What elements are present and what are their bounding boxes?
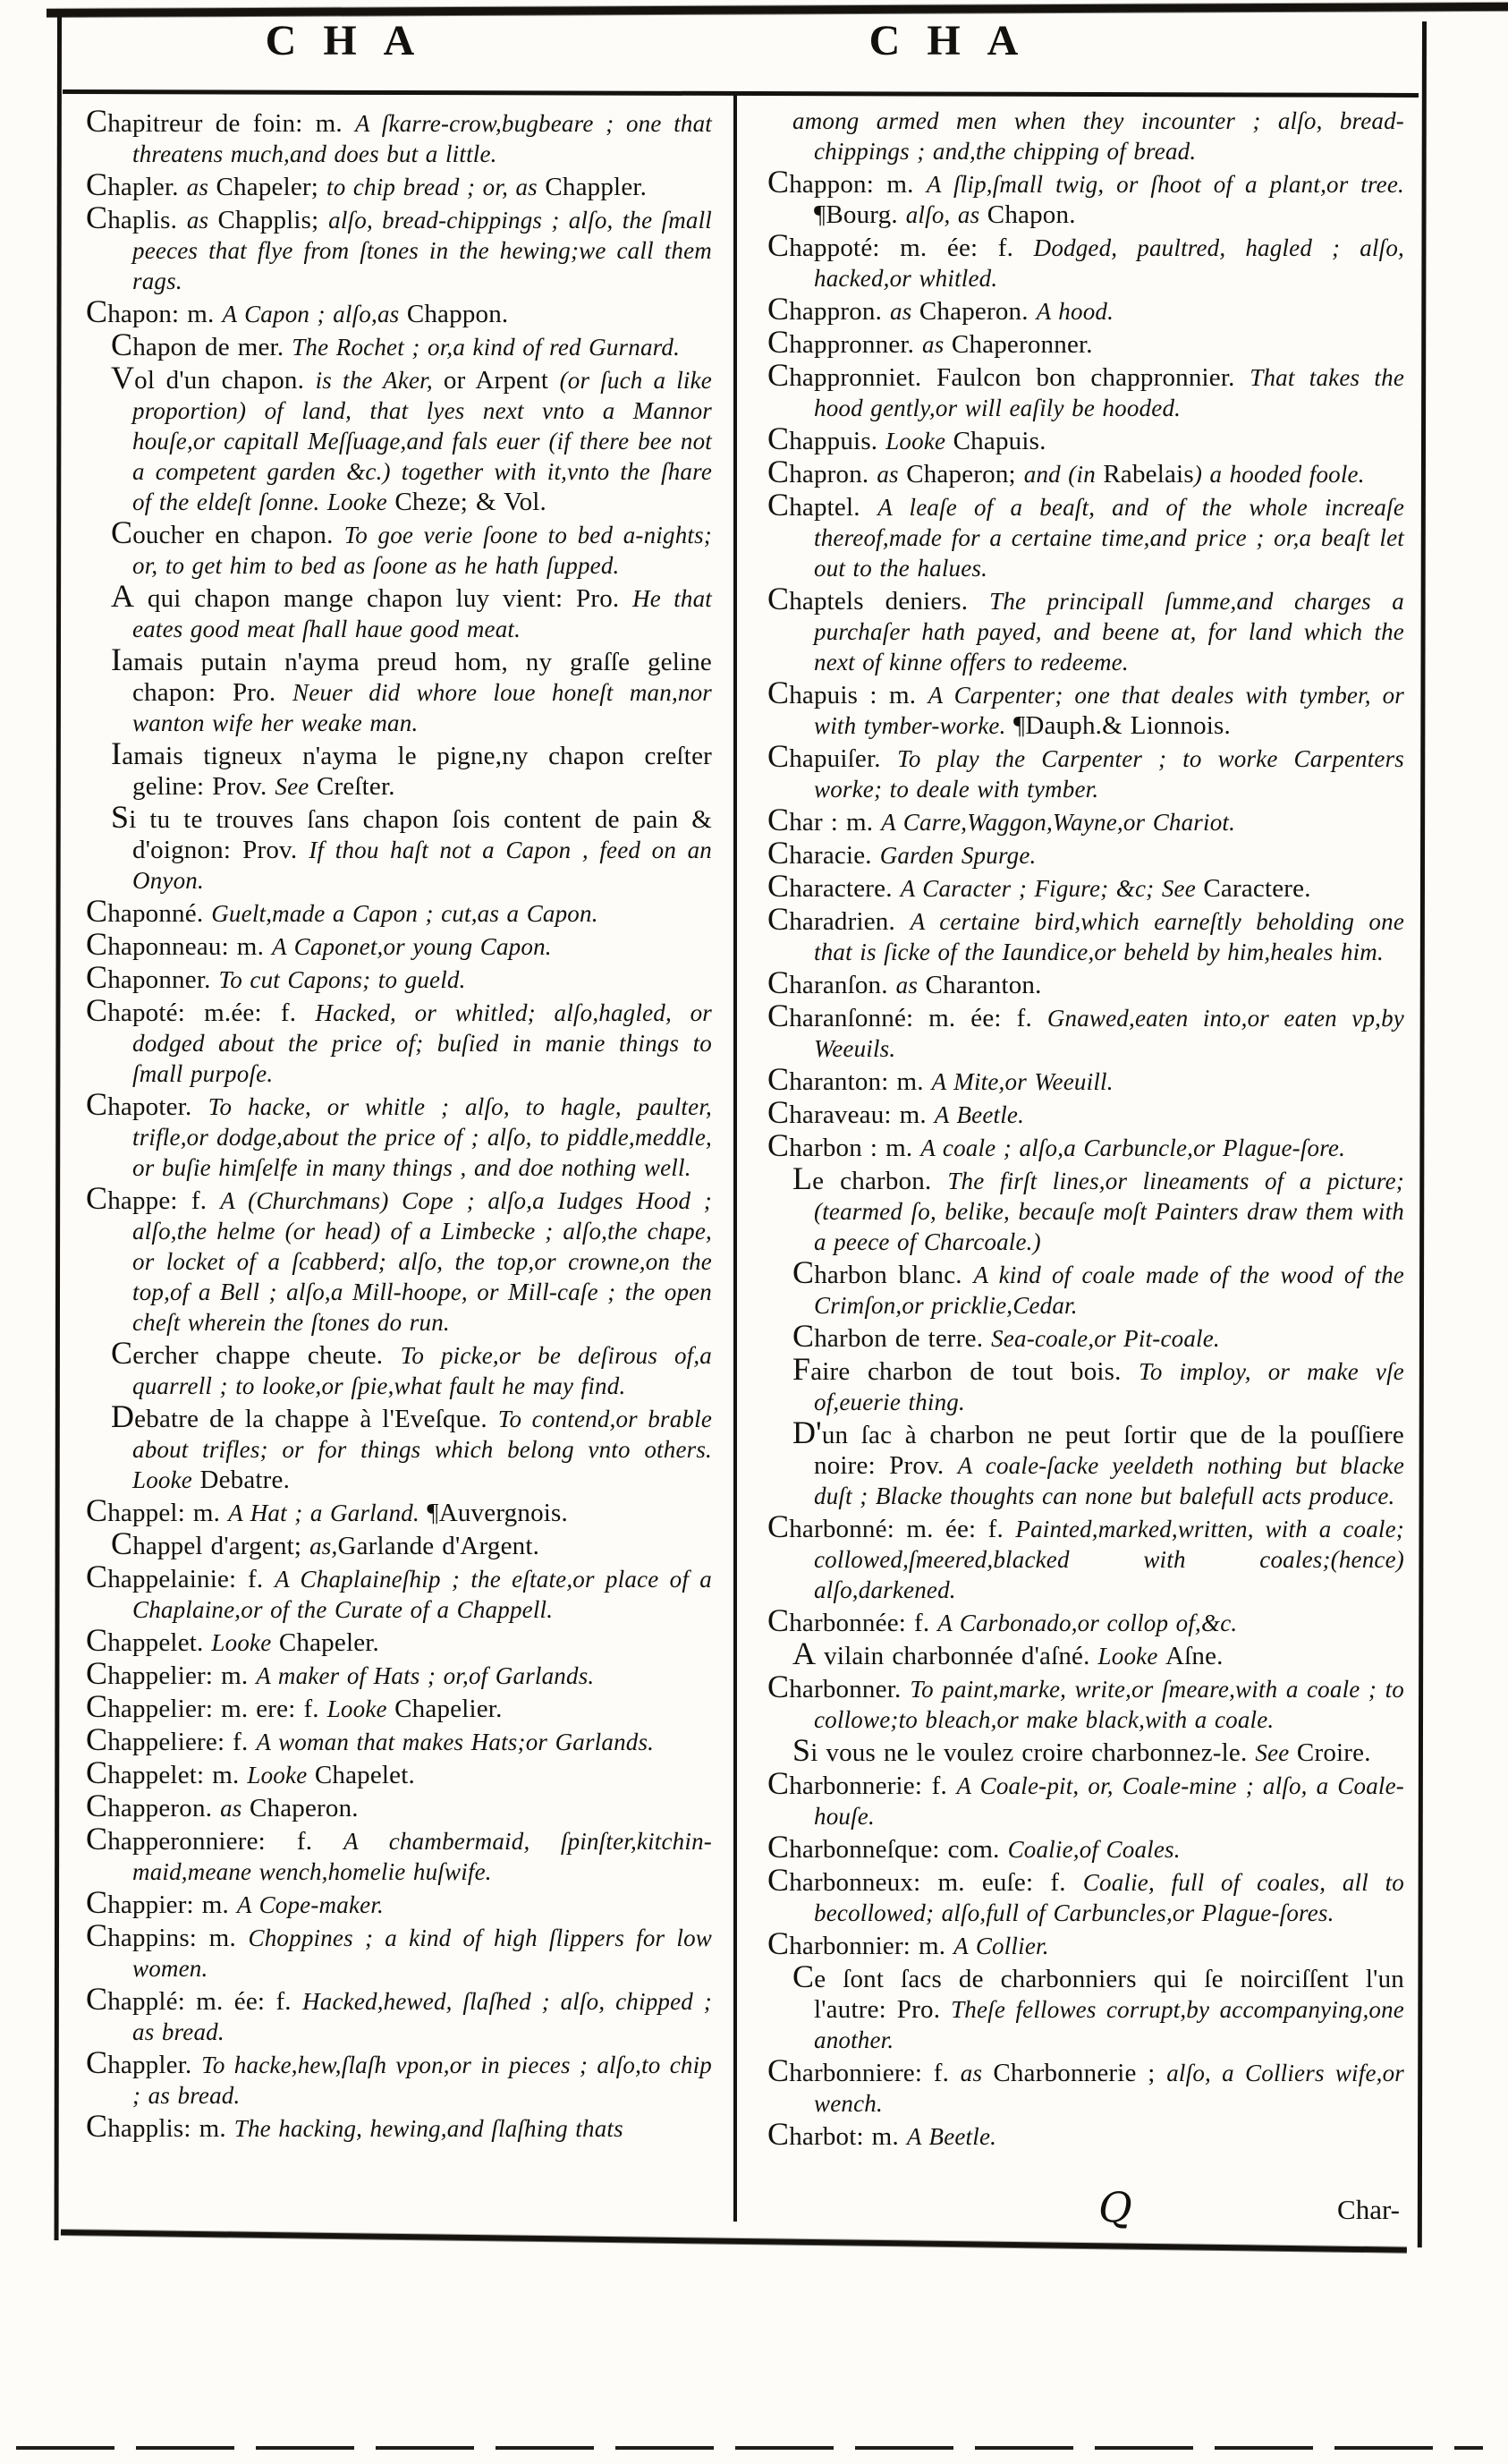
dictionary-entry: Chapon: m. A Capon ; alſo,as Chappon. <box>86 293 509 329</box>
dictionary-entry: Chapuiſer. To play the Carpenter ; to worke Carpenters worke; to deale with tymber. <box>767 738 1405 803</box>
left-page-border <box>55 16 62 2240</box>
dictionary-entry: Chappeliere: f. A woman that makes Hats;or Garlands. <box>86 1721 655 1757</box>
dictionary-entry: Charactere. A Caracter ; Figure; &c; See Caractere. <box>767 868 1311 904</box>
dictionary-entry: Chapperon. as Chaperon. <box>86 1788 359 1823</box>
dictionary-entry: Debatre de la chappe à l'Eveſque. To contend,or brable about trifles; or for things which belong vnto others. Looke Debatre. <box>111 1398 713 1494</box>
dictionary-entry: Chapuis : m. A Carpenter; one that deales with tymber, or with tymber-worke. ¶Dauph.& Lionnois. <box>767 675 1404 740</box>
dictionary-entry: Chaponner. To cut Capons; to gueld. <box>86 959 466 995</box>
header-rule <box>63 89 1419 98</box>
dictionary-entry: Le charbon. The firſt lines,or lineaments of a picture; (tearmed ſo, belike, becauſe moſt Painters draw them with a peece of Charcoale.) <box>792 1160 1404 1255</box>
dictionary-entry: Chaplis. as Chapplis; alſo, bread-chippings ; alſo, the ſmall peeces that flye from ſtones in the hewing;we call them rags. <box>86 200 713 294</box>
dictionary-entry: Charbonneſque: com. Coalie,of Coales. <box>767 1829 1181 1865</box>
dictionary-entry: Chaptels deniers. The principall ſumme,and charges a purchaſer hath payed, and beene at, for land which the next of kinne offers to redeeme. <box>767 581 1404 675</box>
dictionary-entry: Charbonné: m. ée: f. Painted,marked,written, with a coale; collowed,ſmeered,blacked with coales;(hence) alſo,darkened. <box>767 1508 1404 1603</box>
dictionary-entry: Chappel d'argent; as,Garlande d'Argent. <box>111 1525 540 1561</box>
dictionary-entry: Chappronniet. Faulcon bon chappronnier. That takes the hood gently,or will eaſily be hooded. <box>767 357 1405 421</box>
top-rule <box>47 3 1508 17</box>
dictionary-entry: Chappelet. Looke Chapeler. <box>86 1622 379 1658</box>
dictionary-entry: Charbon de terre. Sea-coale,or Pit-coale. <box>792 1318 1220 1354</box>
running-head-left: CHA <box>265 17 442 64</box>
dictionary-entry: Iamais putain n'ayma preud hom, ny graſſe geline chapon: Pro. Neuer did whore loue honeſt man,nor wanton wife her weake man. <box>111 641 713 736</box>
dictionary-entry: Vol d'un chapon. is the Aker, or Arpent (or ſuch a like proportion) of land, that lyes next vnto a Mannor houſe,or capitall Meſſuage,and fals euer (if there bee not a competent garden &c.) together with it,vnto the ſhare of the eldeſt ſonne. Looke Cheze; & Vol. <box>111 360 712 516</box>
dictionary-entry: Chapon de mer. The Rochet ; or,a kind of red Gurnard. <box>111 327 681 362</box>
bottom-rule <box>61 2230 1407 2253</box>
dictionary-entry: Si vous ne le voulez croire charbonnez-le. See Croire. <box>792 1732 1371 1768</box>
dictionary-entry: Chappel: m. A Hat ; a Garland. ¶Auvergnois. <box>86 1492 568 1528</box>
dictionary-entry: Chapoter. To hacke, or whitle ; alſo, to hagle, paulter, trifle,or dodge,about the price of ; alſo, to piddle,meddle, or buſie himſelfe in many things , and doe nothing well. <box>86 1086 712 1181</box>
dictionary-entry: Chapoté: m.ée: f. Hacked, or whitled; alſo,hagled, or dodged about the price of; buſied in manie things to ſmall purpoſe. <box>86 992 712 1087</box>
dictionary-entry: Si tu te trouves ſans chapon ſois content de pain & d'oignon: Prov. If thou haſt not a Capon , feed on an Onyon. <box>111 799 712 894</box>
dictionary-entry: Charbonniere: f. as Charbonnerie ; alſo, a Colliers wife,or wench. <box>767 2052 1404 2117</box>
dictionary-entry: Chappronner. as Chaperonner. <box>767 324 1093 360</box>
dictionary-entry: A vilain charbonnée d'aſné. Looke Aſne. <box>792 1636 1224 1671</box>
dictionary-entry: Chaptel. A leaſe of a beaſt, and of the whole increaſe thereof,made for a certaine time,and price ; or,a beaſt let out to the halues. <box>767 487 1404 582</box>
dictionary-entry: Chapplé: m. ée: f. Hacked,hewed, ſlaſhed ; alſo, chipped ; as bread. <box>86 1981 712 2045</box>
dictionary-entry: Chaponneau: m. A Caponet,or young Capon. <box>86 926 552 962</box>
dictionary-entry: A qui chapon mange chapon luy vient: Pro. He that eates good meat ſhall haue good meat. <box>111 578 712 642</box>
dictionary-entry: Characie. Garden Spurge. <box>767 835 1037 871</box>
dictionary-entry: Charadrien. A certaine bird,which earneſtly beholding one that is ſicke of the Iaundice,or beheld by him,heales him. <box>767 901 1405 965</box>
left-column <box>86 103 713 2144</box>
dictionary-entry: Chappins: m. Choppines ; a kind of high ſlippers for low women. <box>86 1917 712 1982</box>
dictionary-entry: Charbonnerie: f. A Coale-pit, or, Coale-mine ; alſo, a Coale-houſe. <box>767 1765 1404 1830</box>
dictionary-entry: Chaponné. Guelt,made a Capon ; cut,as a Capon. <box>86 893 598 929</box>
dictionary-entry: Chappelier: m. ere: f. Looke Chapelier. <box>86 1688 503 1724</box>
dictionary-entry: Charanſonné: m. ée: f. Gnawed,eaten into,or eaten vp,by Weeuils. <box>767 998 1404 1062</box>
dictionary-entry: Chappon: m. A ſlip,ſmall twig, or ſhoot of a plant,or tree. ¶Bourg. alſo, as Chapon. <box>767 164 1405 229</box>
signature-mark: Q <box>1098 2183 1132 2231</box>
dictionary-entry: Chappelet: m. Looke Chapelet. <box>86 1755 415 1790</box>
dictionary-entry: Chappron. as Chaperon. A hood. <box>767 291 1114 327</box>
dictionary-entry: Iamais tigneux n'ayma le pigne,ny chapon creſter geline: Prov. See Creſter. <box>111 735 712 801</box>
dictionary-entry: Charbot: m. A Beetle. <box>767 2116 997 2152</box>
dictionary-entry: Chappier: m. A Cope-maker. <box>86 1884 384 1920</box>
dictionary-entry: D'un ſac à charbon ne peut ſortir que de la pouſſiere noire: Prov. A coale-ſacke yeeldeth nothing but blacke duſt ; Blacke thoughts can none but balefull acts produce. <box>792 1415 1405 1509</box>
dictionary-entry: Charbonnée: f. A Carbonado,or collop of,&c. <box>767 1602 1238 1638</box>
dictionary-entry: among armed men when they incounter ; alſo, bread-chippings ; and,the chipping of bread. <box>792 107 1404 165</box>
dictionary-entry: Chappe: f. A (Churchmans) Cope ; alſo,a Iudges Hood ; alſo,the helme (or head) of a Limbecke ; alſo,the chape, or locket of a ſcabberd; alſo, the top,or crowne,on the top,of a Bell ; alſo,a Mill-hoope, or Mill-caſe ; the open cheſt wherein the ſtones do run. <box>86 1180 712 1336</box>
dictionary-entry: Charbonneux: m. euſe: f. Coalie, full of coales, all to becollowed; alſo,full of Carbuncles,or Plague-ſores. <box>767 1862 1404 1926</box>
dictionary-entry: Chapperonniere: f. A chambermaid, ſpinſter,kitchin-maid,meane wench,homelie huſwife. <box>86 1821 712 1885</box>
right-column <box>767 106 1404 2152</box>
dictionary-entry: Charbon : m. A coale ; alſo,a Carbuncle,or Plague-ſore. <box>767 1127 1346 1163</box>
dictionary-entry: Chapitreur de foin: m. A ſkarre-crow,bugbeare ; one that threatens much,and does but a little. <box>86 103 712 167</box>
catchword: Char- <box>1337 2194 1400 2225</box>
column-divider <box>733 92 737 2222</box>
dictionary-entry: Charanſon. as Charanton. <box>767 964 1042 1000</box>
dictionary-entry: Chappler. To hacke,hew,ſlaſh vpon,or in pieces ; alſo,to chip ; as bread. <box>86 2044 712 2109</box>
page-edge-line <box>16 2446 1483 2450</box>
dictionary-entry: Charbonnier: m. A Collier. <box>767 1925 1049 1961</box>
dictionary-entry: Ce ſont ſacs de charbonniers qui ſe noirciſſent l'un l'autre: Pro. Theſe fellowes corrupt,by accompanying,one another. <box>792 1958 1404 2053</box>
dictionary-entry: Chapron. as Chaperon; and (in Rabelais) a hooded foole. <box>767 454 1365 489</box>
dictionary-entry: Chappuis. Looke Chapuis. <box>767 421 1046 456</box>
running-head-right: CHA <box>868 17 1046 64</box>
dictionary-entry: Charbonner. To paint,marke, write,or ſmeare,with a coale ; to collowe;to bleach,or make black,with a coale. <box>767 1669 1404 1733</box>
dictionary-entry: Faire charbon de tout bois. To imploy, or make vſe of,euerie thing. <box>792 1351 1404 1415</box>
dictionary-entry: Coucher en chapon. To goe verie ſoone to bed a-nights; or, to get him to bed as ſoone as he hath ſupped. <box>111 514 712 579</box>
dictionary-entry: Cercher chappe cheute. To picke,or be deſirous of,a quarrell ; to looke,or ſpie,what fault he may find. <box>111 1335 712 1399</box>
dictionary-entry: Charaveau: m. A Beetle. <box>767 1094 1025 1130</box>
dictionary-entry: Chapplis: m. The hacking, hewing,and ſlaſhing thats <box>86 2108 623 2144</box>
dictionary-entry: Charbon blanc. A kind of coale made of the wood of the Crimſon,or pricklie,Cedar. <box>792 1254 1404 1319</box>
dictionary-entry: Char : m. A Carre,Waggon,Wayne,or Chariot. <box>767 802 1236 837</box>
dictionary-entry: Chappelier: m. A maker of Hats ; or,of Garlands. <box>86 1655 595 1691</box>
dictionary-entry: Chappoté: m. ée: f. Dodged, paultred, hagled ; alſo, hacked,or whitled. <box>767 227 1404 292</box>
dictionary-entry: Chappelainie: f. A Chaplaineſhip ; the eſtate,or place of a Chaplaine,or of the Curate of a Chappell. <box>86 1559 712 1623</box>
dictionary-entry: Chapler. as Chapeler; to chip bread ; or, as Chappler. <box>86 166 648 202</box>
dictionary-entry: Charanton: m. A Mite,or Weeuill. <box>767 1061 1114 1097</box>
right-page-border <box>1418 21 1427 2247</box>
